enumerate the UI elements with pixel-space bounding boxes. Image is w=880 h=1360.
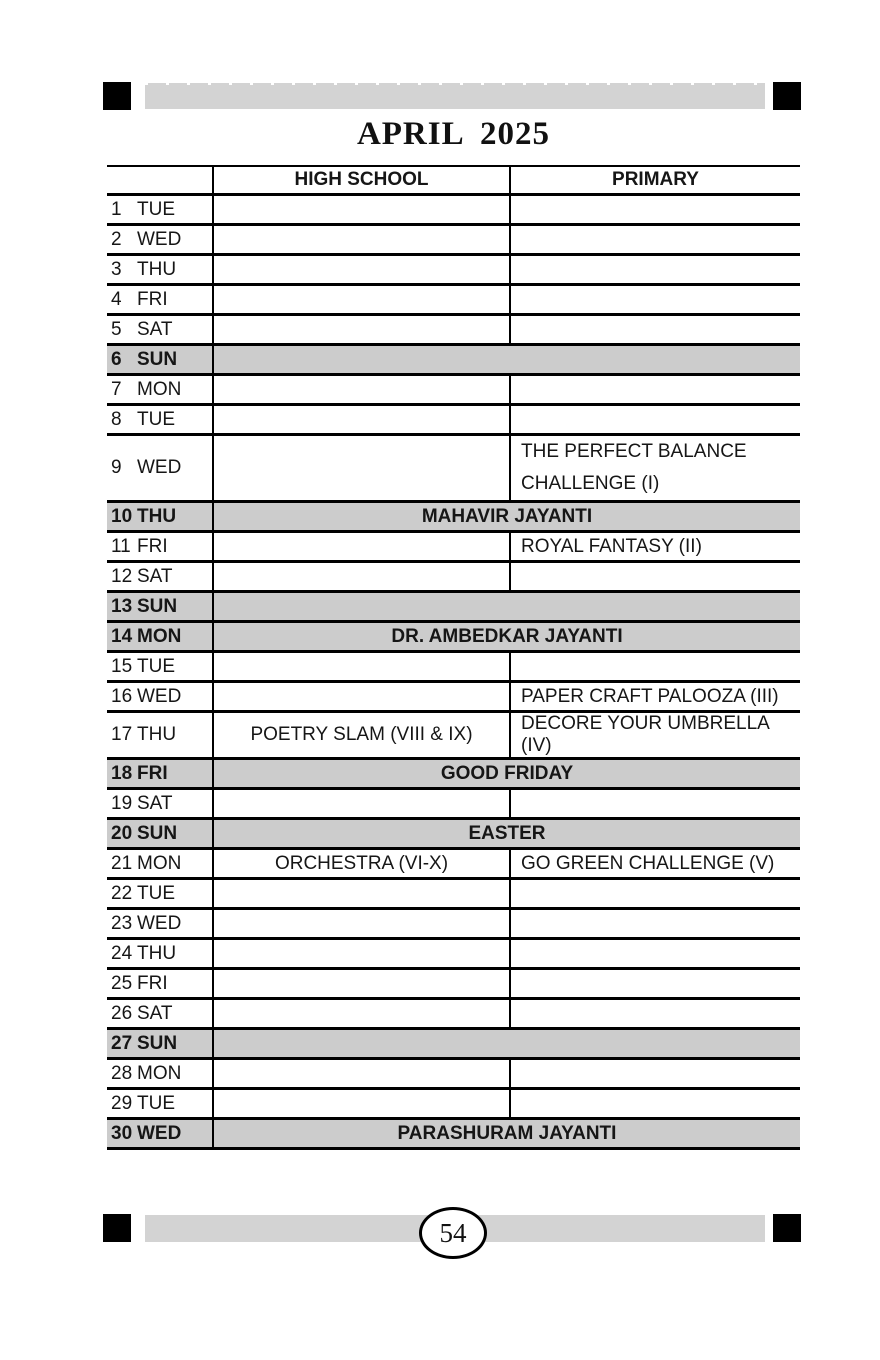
table-row <box>107 502 800 532</box>
primary-event-cell <box>510 255 800 285</box>
table-row <box>107 712 800 759</box>
high-school-event-cell <box>213 652 510 682</box>
high-school-event-cell <box>213 969 510 999</box>
high-school-event-cell <box>213 532 510 562</box>
date-cell <box>107 315 213 345</box>
date-number: 26 <box>111 1002 133 1024</box>
primary-event-cell <box>510 195 800 225</box>
page-number: 54 <box>439 1218 467 1248</box>
date-cell <box>107 255 213 285</box>
table-row <box>107 405 800 435</box>
table-row <box>107 195 800 225</box>
day-name: TUE <box>137 1092 175 1114</box>
day-name: SUN <box>137 1032 178 1054</box>
high-school-event-cell <box>213 1059 510 1089</box>
day-name: WED <box>137 1122 182 1144</box>
date-cell <box>107 849 213 879</box>
primary-event-cell <box>510 562 800 592</box>
high-school-event-cell <box>213 405 510 435</box>
date-number: 13 <box>111 595 133 617</box>
day-name: MON <box>137 1062 182 1084</box>
date-cell <box>107 532 213 562</box>
table-row <box>107 652 800 682</box>
date-number: 30 <box>111 1122 133 1144</box>
high-school-event-cell <box>213 435 510 502</box>
header-row <box>107 166 800 195</box>
table-row <box>107 1029 800 1059</box>
date-number: 18 <box>111 762 133 784</box>
primary-event-cell <box>510 789 800 819</box>
table-row <box>107 1059 800 1089</box>
date-column-header <box>107 166 213 195</box>
date-cell <box>107 1059 213 1089</box>
table-row <box>107 255 800 285</box>
date-number: 29 <box>111 1092 133 1114</box>
high-school-event-cell <box>213 285 510 315</box>
date-number: 17 <box>111 724 133 745</box>
date-cell <box>107 562 213 592</box>
day-name: WED <box>137 685 182 707</box>
page-title: APRIL 2025 <box>356 116 551 152</box>
calendar-table <box>107 165 800 1150</box>
table-row <box>107 225 800 255</box>
day-name: SAT <box>137 792 173 814</box>
primary-event-cell <box>510 375 800 405</box>
primary-event-cell <box>510 999 800 1029</box>
high-school-event-cell <box>213 789 510 819</box>
date-cell <box>107 939 213 969</box>
holiday-event-cell: GOOD FRIDAY <box>213 759 800 789</box>
high-school-event-cell <box>213 939 510 969</box>
table-row <box>107 849 800 879</box>
date-number: 10 <box>111 505 133 527</box>
table-row <box>107 682 800 712</box>
high-school-event-cell <box>213 999 510 1029</box>
day-name: SUN <box>137 822 178 844</box>
high-school-event-cell <box>213 562 510 592</box>
holiday-event-cell: EASTER <box>213 819 800 849</box>
date-number: 19 <box>111 792 133 814</box>
day-name: FRI <box>137 288 168 310</box>
day-name: WED <box>137 457 182 478</box>
top-left-corner-square <box>103 82 131 110</box>
calendar-table-body <box>107 195 800 1149</box>
table-row <box>107 879 800 909</box>
bottom-right-corner-square <box>773 1214 801 1242</box>
day-name: SAT <box>137 565 173 587</box>
primary-event-cell <box>510 939 800 969</box>
day-name: TUE <box>137 408 175 430</box>
day-name: SUN <box>137 595 178 617</box>
primary-event-cell: DECORE YOUR UMBRELLA (IV) <box>510 712 800 759</box>
primary-event-cell: GO GREEN CHALLENGE (V) <box>510 849 800 879</box>
table-row <box>107 315 800 345</box>
table-row <box>107 1089 800 1119</box>
high-school-event-cell <box>213 879 510 909</box>
top-decorative-bar <box>145 83 765 109</box>
date-number: 12 <box>111 565 133 587</box>
date-number: 24 <box>111 942 133 964</box>
holiday-event-cell <box>213 1029 800 1059</box>
primary-event-cell: THE PERFECT BALANCE CHALLENGE (I) <box>510 435 800 502</box>
day-name: FRI <box>137 535 168 557</box>
table-row <box>107 909 800 939</box>
date-cell <box>107 1089 213 1119</box>
table-row <box>107 759 800 789</box>
day-name: SAT <box>137 1002 173 1024</box>
day-name: WED <box>137 912 182 934</box>
column-header-high-school: HIGH SCHOOL <box>213 166 510 195</box>
table-row <box>107 789 800 819</box>
date-cell <box>107 622 213 652</box>
date-cell <box>107 502 213 532</box>
date-number: 5 <box>111 318 122 340</box>
table-row <box>107 345 800 375</box>
day-name: TUE <box>137 655 175 677</box>
table-row <box>107 532 800 562</box>
date-cell <box>107 592 213 622</box>
day-name: TUE <box>137 882 175 904</box>
date-cell <box>107 789 213 819</box>
primary-event-cell <box>510 652 800 682</box>
holiday-event-cell: MAHAVIR JAYANTI <box>213 502 800 532</box>
date-cell <box>107 682 213 712</box>
date-number: 23 <box>111 912 133 934</box>
holiday-event-cell <box>213 592 800 622</box>
high-school-event-cell <box>213 255 510 285</box>
primary-event-cell <box>510 909 800 939</box>
day-name: THU <box>137 942 177 964</box>
primary-event-cell <box>510 285 800 315</box>
table-row <box>107 375 800 405</box>
primary-event-cell <box>510 969 800 999</box>
high-school-event-cell <box>213 1089 510 1119</box>
date-cell <box>107 375 213 405</box>
day-name: THU <box>137 258 177 280</box>
high-school-event-cell <box>213 375 510 405</box>
date-cell <box>107 759 213 789</box>
date-number: 6 <box>111 348 122 370</box>
primary-event-cell <box>510 225 800 255</box>
page-number-badge <box>419 1207 487 1259</box>
day-name: WED <box>137 228 182 250</box>
date-number: 21 <box>111 852 133 874</box>
date-number: 3 <box>111 258 122 280</box>
date-cell <box>107 285 213 315</box>
table-row <box>107 999 800 1029</box>
date-number: 8 <box>111 408 122 430</box>
high-school-event-cell: ORCHESTRA (VI-X) <box>213 849 510 879</box>
date-cell <box>107 195 213 225</box>
date-number: 27 <box>111 1032 133 1054</box>
table-row <box>107 1119 800 1149</box>
bottom-left-corner-square <box>103 1214 131 1242</box>
date-number: 22 <box>111 882 133 904</box>
table-row <box>107 562 800 592</box>
date-cell <box>107 225 213 255</box>
date-number: 2 <box>111 228 122 250</box>
primary-event-cell <box>510 879 800 909</box>
primary-event-cell <box>510 315 800 345</box>
date-number: 28 <box>111 1062 133 1084</box>
calendar-table-container <box>107 165 800 1150</box>
holiday-event-cell <box>213 345 800 375</box>
date-number: 25 <box>111 972 133 994</box>
date-cell <box>107 909 213 939</box>
high-school-event-cell <box>213 195 510 225</box>
column-header-primary: PRIMARY <box>510 166 800 195</box>
holiday-event-cell: DR. AMBEDKAR JAYANTI <box>213 622 800 652</box>
date-cell <box>107 435 213 502</box>
day-name: MON <box>137 378 182 400</box>
day-name: THU <box>137 724 177 745</box>
high-school-event-cell <box>213 682 510 712</box>
table-row <box>107 622 800 652</box>
date-number: 15 <box>111 655 133 677</box>
top-right-corner-square <box>773 82 801 110</box>
high-school-event-cell <box>213 909 510 939</box>
day-name: FRI <box>137 972 168 994</box>
date-number: 16 <box>111 685 133 707</box>
primary-event-cell <box>510 1089 800 1119</box>
date-number: 20 <box>111 822 133 844</box>
table-row <box>107 592 800 622</box>
table-row <box>107 969 800 999</box>
primary-event-cell <box>510 1059 800 1089</box>
day-name: MON <box>137 625 182 647</box>
high-school-event-cell: POETRY SLAM (VIII & IX) <box>213 712 510 759</box>
date-number: 7 <box>111 378 122 400</box>
date-number: 9 <box>111 457 122 478</box>
primary-event-cell: PAPER CRAFT PALOOZA (III) <box>510 682 800 712</box>
day-name: SUN <box>137 348 178 370</box>
holiday-event-cell: PARASHURAM JAYANTI <box>213 1119 800 1149</box>
day-name: THU <box>137 505 177 527</box>
table-row <box>107 285 800 315</box>
high-school-event-cell <box>213 225 510 255</box>
date-number: 11 <box>111 535 131 557</box>
table-row <box>107 435 800 502</box>
table-row <box>107 819 800 849</box>
primary-event-cell <box>510 405 800 435</box>
table-row <box>107 939 800 969</box>
date-cell <box>107 652 213 682</box>
date-number: 4 <box>111 288 122 310</box>
date-cell <box>107 405 213 435</box>
day-name: MON <box>137 852 182 874</box>
date-cell <box>107 712 213 759</box>
day-name: FRI <box>137 762 168 784</box>
date-cell <box>107 999 213 1029</box>
date-cell <box>107 345 213 375</box>
date-cell <box>107 1119 213 1149</box>
day-name: TUE <box>137 198 175 220</box>
high-school-event-cell <box>213 315 510 345</box>
date-number: 14 <box>111 625 133 647</box>
date-cell <box>107 879 213 909</box>
date-number: 1 <box>111 198 122 220</box>
date-cell <box>107 969 213 999</box>
date-cell <box>107 1029 213 1059</box>
primary-event-cell: ROYAL FANTASY (II) <box>510 532 800 562</box>
day-name: SAT <box>137 318 173 340</box>
date-cell <box>107 819 213 849</box>
